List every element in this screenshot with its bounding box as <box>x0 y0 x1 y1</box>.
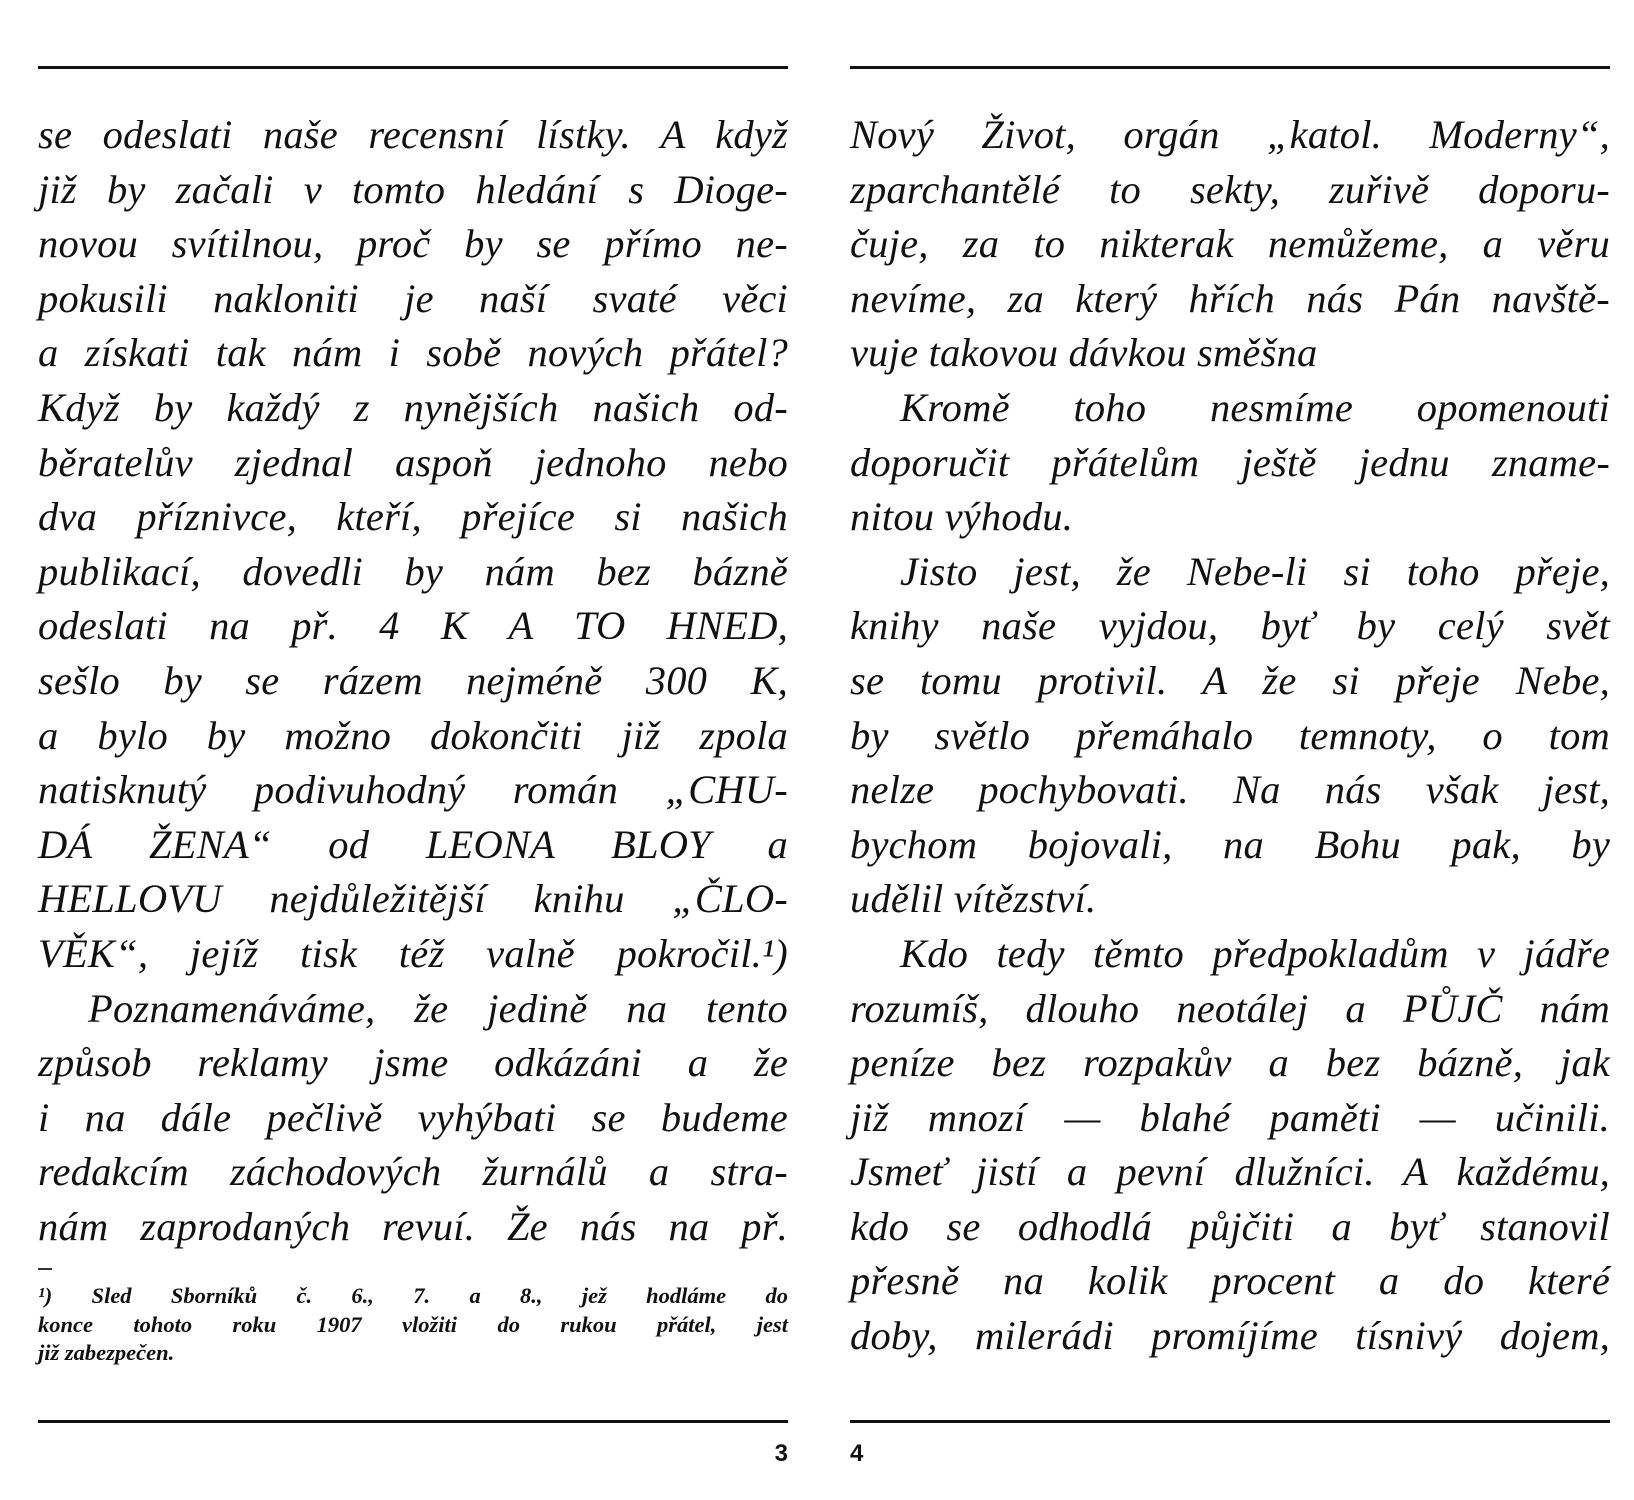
text-line: nitou výhodu. <box>850 494 1074 540</box>
page-number: 4 <box>850 1440 864 1467</box>
text-line: kdo se odhodlá půjčiti a byť stanovil <box>850 1203 1610 1249</box>
text-line: Jsmeť jistí a pevní dlužníci. A každému, <box>850 1149 1610 1195</box>
text-line: a bylo by možno dokončiti již zpola <box>38 712 788 758</box>
text-line: redakcím záchodových žurnálů a stra- <box>38 1149 788 1195</box>
text-line: nevíme, za který hřích nás Pán navště- <box>850 275 1610 321</box>
text-line: Jisto jest, že Nebe-li si toho přeje, <box>900 548 1610 594</box>
text-line: se odeslati naše recensní lístky. A když <box>38 112 788 157</box>
footnote <box>38 1282 788 1368</box>
bottom-rule <box>38 1420 788 1423</box>
text-line: DÁ ŽENA“ od LEONA BLOY a <box>38 821 788 867</box>
text-line: publikací, dovedli by nám bez bázně <box>38 548 788 594</box>
text-line: i na dále pečlivě vyhýbati se budeme <box>38 1094 788 1140</box>
text-line: doporučit přátelům ještě jednu zname- <box>850 439 1610 485</box>
text-line: by světlo přemáhalo temnoty, o tom <box>850 712 1610 758</box>
text-line: nám zaprodaných revuí. Že nás na př. <box>38 1203 788 1249</box>
text-line: dva příznivce, kteří, přejíce si našich <box>38 494 788 540</box>
text-line: nelze pochybovati. Na nás však jest, <box>850 767 1610 813</box>
text-line: Kdo tedy těmto předpokladům v jádře <box>900 930 1610 976</box>
text-line: se tomu protivil. A že si přeje Nebe, <box>850 657 1610 703</box>
footnote-line: ¹) Sled Sborníků č. 6., 7. a 8., jež hodláme do <box>38 1283 788 1308</box>
page-number: 3 <box>774 1440 788 1467</box>
text-line: zparchantělé to sekty, zuřivě doporu- <box>850 166 1610 212</box>
text-line: pokusili nakloniti je naší svaté věci <box>38 275 788 321</box>
top-rule <box>850 66 1610 69</box>
text-line: způsob reklamy jsme odkázáni a že <box>38 1040 788 1086</box>
text-line: udělil vítězství. <box>850 876 1097 922</box>
text-line: Kromě toho nesmíme opomenouti <box>900 384 1610 430</box>
left-page <box>38 0 788 1500</box>
footnote-line: již zabezpečen. <box>38 1340 175 1365</box>
text-line: peníze bez rozpakův a bez bázně, jak <box>850 1040 1610 1086</box>
right-body-text <box>850 108 1610 1364</box>
text-line: rozumíš, dlouho neotálej a PŮJČ nám <box>850 985 1610 1031</box>
text-line: vuje takovou dávkou směšna <box>850 330 1318 376</box>
text-line: novou svítilnou, proč by se přímo ne- <box>38 221 788 267</box>
text-line: Nový Život, orgán „katol. Moderny“, <box>850 112 1610 157</box>
bottom-rule <box>850 1420 1610 1423</box>
text-line: Poznamenáváme, že jedině na tento <box>88 985 788 1031</box>
text-line: přesně na kolik procent a do které <box>850 1258 1610 1304</box>
text-line: bychom bojovali, na Bohu pak, by <box>850 821 1610 867</box>
text-line: a získati tak nám i sobě nových přátel? <box>38 330 788 376</box>
left-body-text <box>38 108 788 1254</box>
text-line: čuje, za to nikterak nemůžeme, a věru <box>850 221 1610 267</box>
text-line: doby, milerádi promíjíme tísnivý dojem, <box>850 1313 1610 1359</box>
text-line: VĚK“, jejíž tisk též valně pokročil.¹) <box>38 930 788 976</box>
text-line: běratelův zjednal aspoň jednoho nebo <box>38 439 788 485</box>
footnote-separator <box>38 1268 52 1270</box>
text-line: již mnozí — blahé paměti — učinili. <box>850 1094 1610 1140</box>
text-line: již by začali v tomto hledání s Dioge- <box>38 166 788 212</box>
text-line: knihy naše vyjdou, byť by celý svět <box>850 603 1610 649</box>
text-line: odeslati na př. 4 K A TO HNED, <box>38 603 788 649</box>
top-rule <box>38 66 788 69</box>
text-line: HELLOVU nejdůležitější knihu „ČLO- <box>38 876 788 922</box>
text-line: natisknutý podivuhodný román „CHU- <box>38 767 788 813</box>
text-line: Když by každý z nynějších našich od- <box>38 384 788 430</box>
right-page <box>850 0 1610 1500</box>
footnote-line: konce tohoto roku 1907 vložiti do rukou přátel, jest <box>38 1311 788 1337</box>
text-line: sešlo by se rázem nejméně 300 K, <box>38 657 788 703</box>
